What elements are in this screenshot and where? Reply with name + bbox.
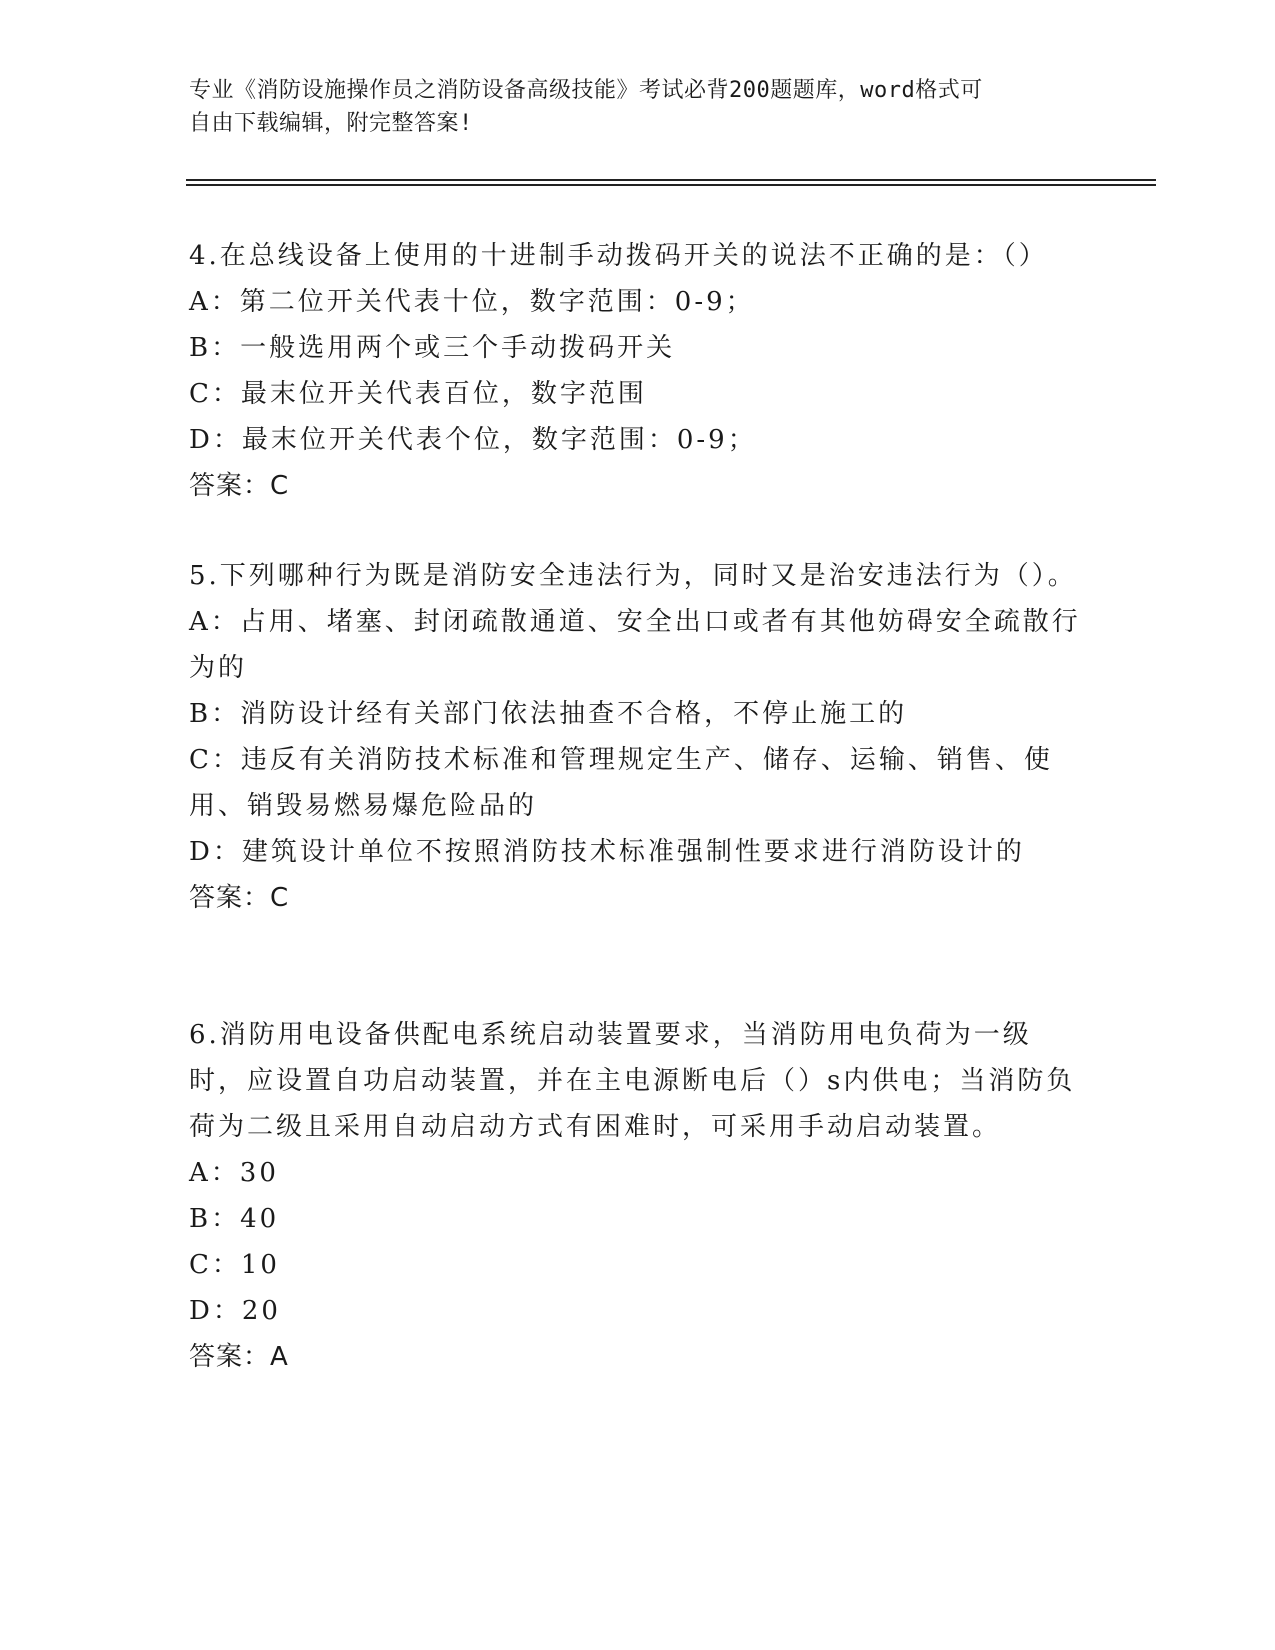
option-b: B：消防设计经有关部门依法抽查不合格，不停止施工的 bbox=[189, 699, 908, 729]
document-header bbox=[189, 74, 1089, 140]
option-c: C：10 bbox=[189, 1250, 280, 1280]
option-c: C：违反有关消防技术标准和管理规定生产、储存、运输、销售、使用、销毁易燃易爆危险品的 bbox=[189, 745, 1053, 821]
header-divider bbox=[186, 179, 1156, 181]
option-c: C：最末位开关代表百位，数字范围 bbox=[189, 379, 647, 409]
question-block bbox=[189, 553, 1089, 921]
option-d: D：最末位开关代表个位，数字范围：0-9； bbox=[189, 425, 757, 455]
answer: 答案：C bbox=[189, 471, 290, 501]
option-d: D：20 bbox=[189, 1296, 281, 1326]
header-line: 专业《消防设施操作员之消防设备高级技能》考试必背200题题库，word格式可 bbox=[189, 78, 983, 103]
option-a: A：30 bbox=[189, 1158, 279, 1188]
answer: 答案：A bbox=[189, 1342, 289, 1372]
option-a: A：第二位开关代表十位，数字范围：0-9； bbox=[189, 287, 755, 317]
question-block bbox=[189, 233, 1089, 509]
question-stem: 6.消防用电设备供配电系统启动装置要求，当消防用电负荷为一级时，应设置自功启动装置，并在主电源断电后（）s内供电；当消防负荷为二级且采用自动启动方式有困难时，可采用手动启动装置。 bbox=[189, 1020, 1076, 1142]
option-b: B：一般选用两个或三个手动拨码开关 bbox=[189, 333, 676, 363]
option-b: B：40 bbox=[189, 1204, 280, 1234]
question-block bbox=[189, 1012, 1089, 1380]
option-d: D：建筑设计单位不按照消防技术标准强制性要求进行消防设计的 bbox=[189, 837, 1025, 867]
option-a: A：占用、堵塞、封闭疏散通道、安全出口或者有其他妨碍安全疏散行为的 bbox=[189, 607, 1081, 683]
answer: 答案：C bbox=[189, 883, 290, 913]
question-stem: 4.在总线设备上使用的十进制手动拨码开关的说法不正确的是：（） bbox=[189, 241, 1048, 271]
header-line: 自由下载编辑，附完整答案! bbox=[189, 111, 473, 136]
question-stem: 5.下列哪种行为既是消防安全违法行为，同时又是治安违法行为（）。 bbox=[189, 561, 1077, 591]
header-divider bbox=[186, 184, 1156, 186]
